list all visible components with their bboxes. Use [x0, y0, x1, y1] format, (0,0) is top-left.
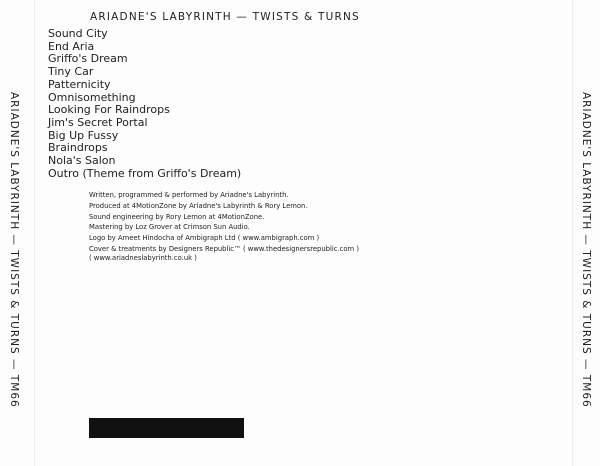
credit-line: Sound engineering by Rory Lemon at 4MotionZone. — [89, 212, 265, 221]
album-title: ARIADNE'S LABYRINTH — TWISTS & TURNS — [90, 11, 360, 23]
credit-line: Written, programmed & performed by Ariadne's Labyrinth. — [89, 191, 289, 199]
credit-line: Produced at 4MotionZone by Ariadne's Labyrinth & Rory Lemon. — [89, 201, 308, 210]
track-item: Omnisomething — [48, 90, 136, 104]
spine-left-text: ARIADNE'S LABYRINTH — TWISTS & TURNS — TM66 — [8, 92, 20, 408]
credit-line: Logo by Ameet Hindocha of Ambigraph Ltd ( www.ambigraph.com ) — [89, 234, 320, 243]
website-url: ( www.ariadneslabyrinth.co.uk ) — [89, 254, 197, 262]
credit-line: Cover & treatments by Designers Republic™ ( www.thedesignersrepublic.com ) — [89, 244, 359, 253]
track-item: Outro (Theme from Griffo's Dream) — [48, 166, 242, 180]
spine-fold-right — [572, 0, 573, 466]
track-item: Griffo's Dream — [48, 52, 128, 66]
track-item: Big Up Fussy — [48, 128, 119, 142]
track-item: Sound City — [48, 27, 108, 40]
track-item: Braindrops — [48, 141, 108, 155]
track-item: Tiny Car — [48, 65, 94, 79]
track-item: Patternicity — [48, 77, 111, 91]
track-item: Nola's Salon — [48, 154, 116, 168]
track-item: Jim's Secret Portal — [48, 115, 148, 129]
spine-right-text: ARIADNE'S LABYRINTH — TWISTS & TURNS — TM66 — [580, 92, 592, 408]
credit-line: Mastering by Loz Grover at Crimson Sun Audio. — [89, 223, 250, 232]
track-item: End Aria — [48, 39, 95, 53]
credits — [89, 190, 359, 255]
redacted-barcode-block — [89, 418, 244, 438]
track-list — [48, 28, 241, 180]
track-item: Looking For Raindrops — [48, 103, 170, 117]
spine-fold-left — [34, 0, 35, 466]
